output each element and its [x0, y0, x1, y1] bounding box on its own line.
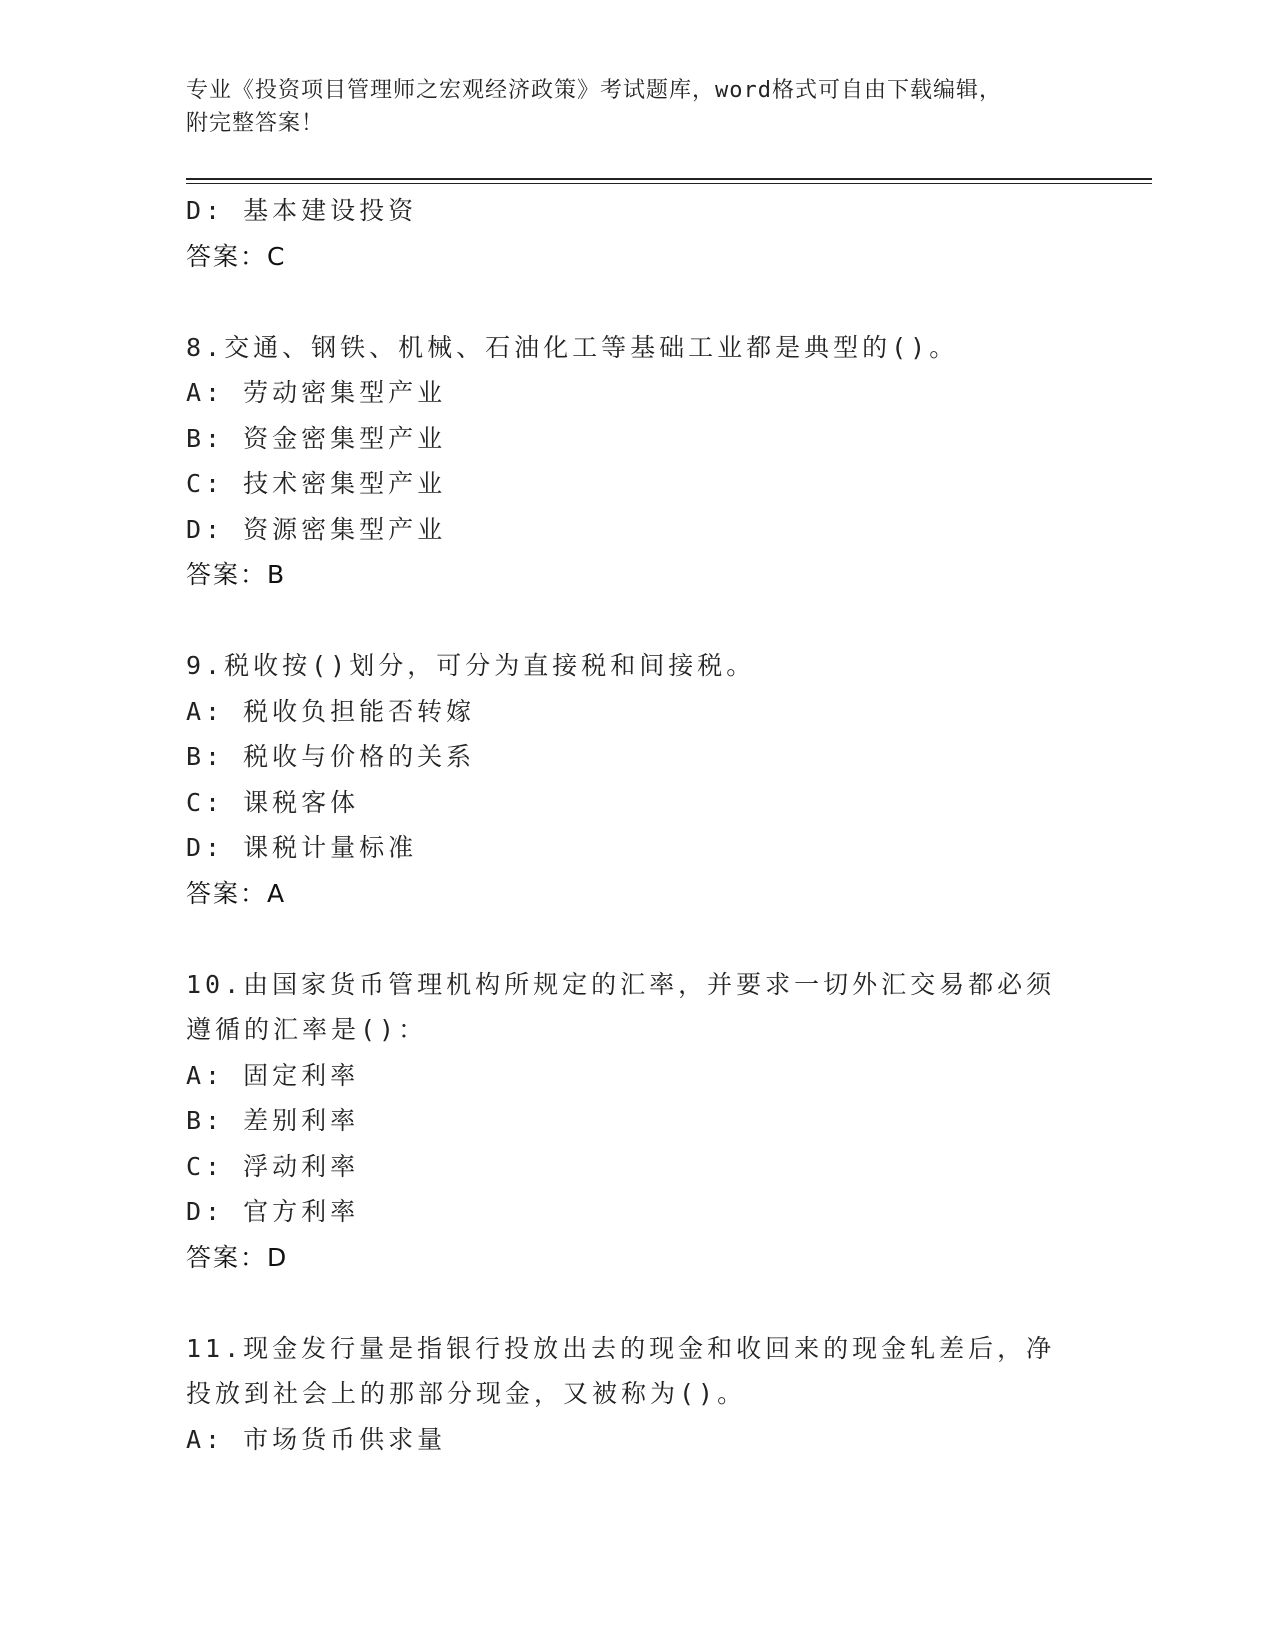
answer-line: 答案：C [186, 241, 287, 271]
question-10 [186, 962, 1086, 1281]
header-line-1: 专业《投资项目管理师之宏观经济政策》考试题库，word格式可自由下载编辑， [186, 78, 1002, 103]
option-b: B: 差别利率 [186, 1106, 360, 1135]
document-header [186, 74, 1086, 140]
question-11 [186, 1326, 1086, 1463]
answer-line: 答案：D [186, 1242, 289, 1272]
spacer [186, 598, 1086, 644]
question-stem: 8.交通、钢铁、机械、石油化工等基础工业都是典型的()。 [186, 332, 959, 362]
option-c: C: 浮动利率 [186, 1151, 360, 1181]
question-stem: 9.税收按()划分，可分为直接税和间接税。 [186, 651, 756, 680]
option-b: B: 税收与价格的关系 [186, 742, 476, 771]
option-a: A: 市场货币供求量 [186, 1424, 447, 1454]
spacer [186, 279, 1086, 325]
header-divider-thick [186, 178, 1152, 180]
answer-line: 答案：B [186, 560, 287, 589]
option-a: A: 税收负担能否转嫁 [186, 696, 476, 726]
option-d: D: 资源密集型产业 [186, 514, 447, 544]
spacer [186, 916, 1086, 962]
option-a: A: 固定利率 [186, 1060, 360, 1090]
spacer [186, 1280, 1086, 1326]
option-d: D: 课税计量标准 [186, 833, 418, 862]
question-fragment [186, 188, 1086, 279]
header-divider-thin [186, 183, 1152, 184]
question-stem: 10.由国家货币管理机构所规定的汇率，并要求一切外汇交易都必须遵循的汇率是()： [186, 969, 1056, 1044]
header-line-2: 附完整答案！ [186, 111, 325, 136]
option-c: C: 技术密集型产业 [186, 469, 447, 498]
question-8 [186, 325, 1086, 598]
option-b: B: 资金密集型产业 [186, 423, 447, 453]
option-c: C: 课税客体 [186, 787, 360, 817]
question-stem: 11.现金发行量是指银行投放出去的现金和收回来的现金轧差后，净投放到社会上的那部分现金，又被称为()。 [186, 1333, 1056, 1408]
question-9 [186, 643, 1086, 916]
option-d: D: 基本建设投资 [186, 196, 418, 225]
answer-line: 答案：A [186, 878, 287, 908]
option-d: D: 官方利率 [186, 1197, 360, 1226]
question-list [186, 188, 1086, 1462]
option-a: A: 劳动密集型产业 [186, 378, 447, 407]
